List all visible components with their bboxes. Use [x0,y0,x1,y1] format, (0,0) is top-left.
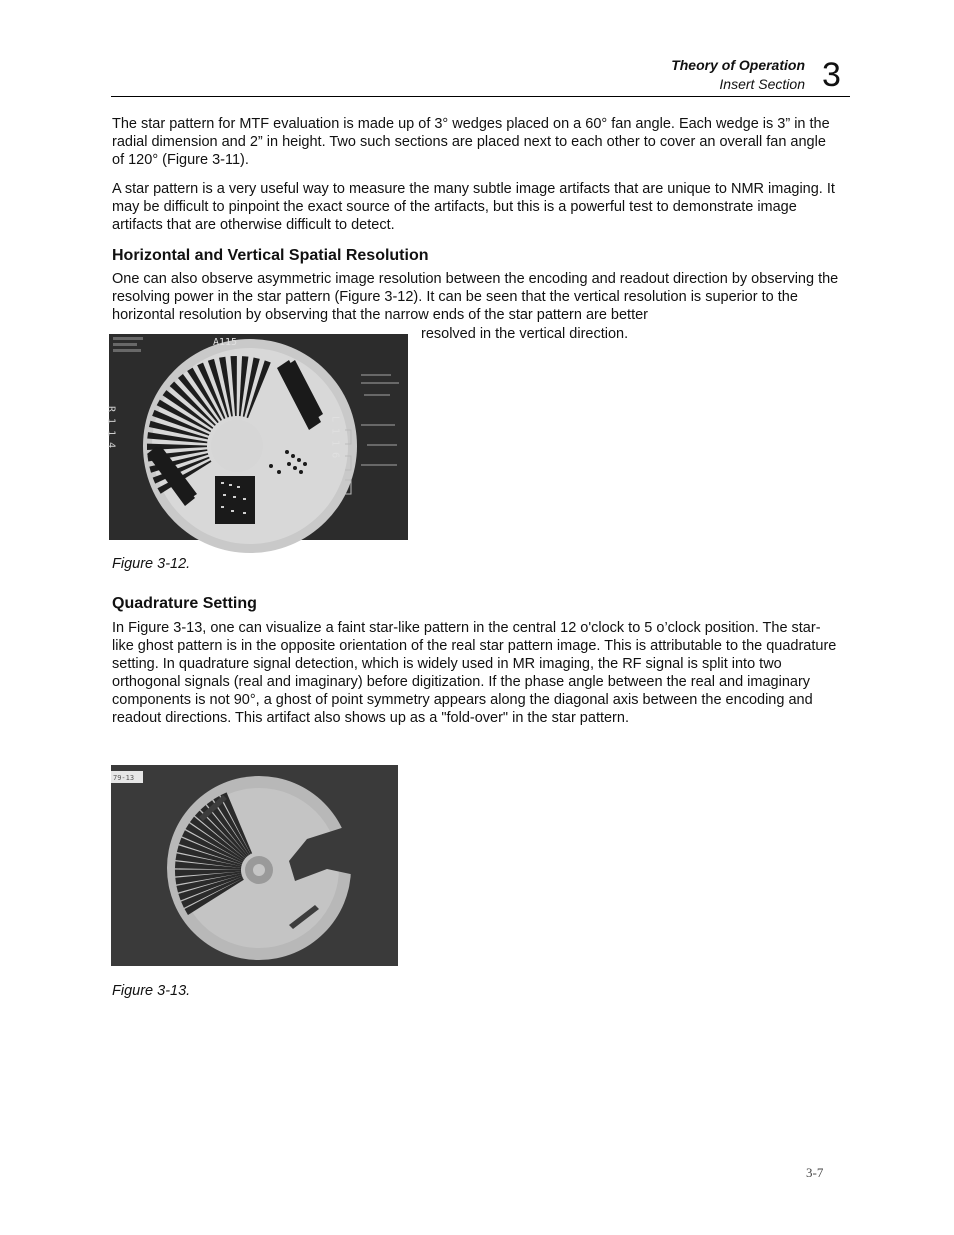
paragraph-star-pattern: The star pattern for MTF evaluation is made up of 3° wedges placed on a 60° fan angle. Each wedge is 3” in the radial dimension and 2” in height. Two such sections are placed next to each other to cover an overall fan angle of 120° (Figure 3-11). [112,116,830,168]
fig12-label-right: L 1 1 6 [329,416,341,459]
running-header-subtitle: Insert Section [719,76,805,92]
figure-3-13-caption: Figure 3-13. [112,983,191,999]
paragraph-spatial-resolution: One can also observe asymmetric image resolution between the encoding and readout direction by observing the resolving power in the star pattern (Figure 3-12). It can be seen that the vertical resolution is superior to the horizontal resolution by observing that the narrow ends of the star pattern are better [112,271,839,323]
figure-3-13-image [111,765,398,966]
paragraph-quadrature: In Figure 3-13, one can visualize a faint star-like pattern in the central 12 o'clock to 5 o’clock position. The star-like ghost pattern is in the opposite orientation of the real star pattern image. This is attributable to the quadrature setting. In quadrature signal detection, which is widely used in MR imaging, the RF signal is split into two orthogonal signals (real and imaginary) before digitization. If the phase angle between the real and imaginary components is not 90°, a ghost of point symmetry appears along the diagonal axis between the encoding and readout directions. This artifact also shows up as a "fold-over" in the star pattern. [112,620,837,726]
paragraph-spatial-resolution-cont: resolved in the vertical direction. [421,326,629,342]
fig13-label-tag: 79-13 [113,774,135,782]
chapter-number: 3 [822,56,841,94]
page-number: 3-7 [806,1165,824,1180]
paragraph-artifacts: A star pattern is a very useful way to measure the many subtle image artifacts that are unique to NMR imaging. It may be difficult to pinpoint the exact source of the artifacts, but this is a powerful test to demonstrate image artifacts that are otherwise difficult to detect. [112,181,835,233]
running-header-title: Theory of Operation [671,57,805,73]
figure-3-12-image [105,334,408,540]
section-heading-quadrature: Quadrature Setting [112,595,257,612]
figure-3-12-caption: Figure 3-12. [112,556,191,572]
header-rule [111,96,850,97]
section-heading-spatial-resolution: Horizontal and Vertical Spatial Resolution [112,247,429,264]
fig12-label-left: R 1 1 4 [105,406,117,449]
fig12-label-top: A115 [213,337,238,348]
